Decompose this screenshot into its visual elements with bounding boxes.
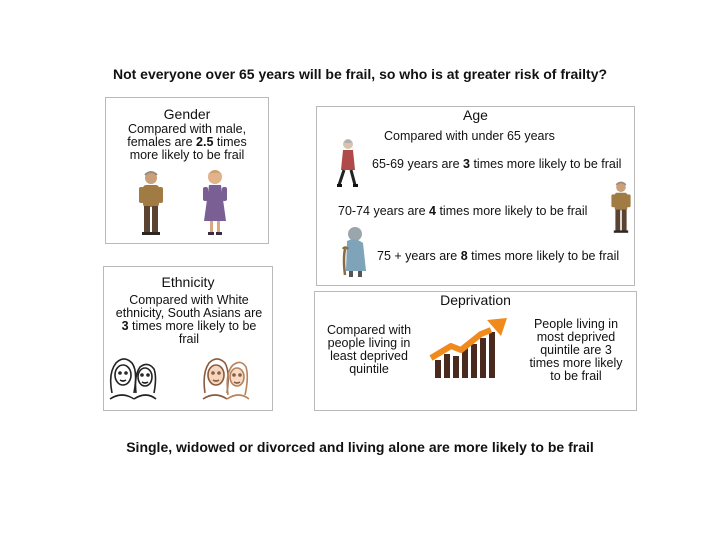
age-row-2-value: 4 [429,204,436,218]
age-row-3-prefix: 75 + years are [377,249,461,263]
age-row-1-suffix: times more likely to be frail [469,157,622,171]
age-row-70-74 [338,204,587,218]
ethnicity-line-4: frail [178,332,200,346]
elderly-woman-icon [199,168,231,238]
deprivation-heading: Deprivation [440,292,511,308]
deprivation-left-line: least deprived [330,349,408,363]
ethnicity-ratio-value: 3 [121,319,129,333]
ethnicity-line-3-suffix: times more likely to be [128,319,257,333]
ethnicity-panel [103,266,273,411]
page-title: Not everyone over 65 years will be frail, so who is at greater risk of frailty? [112,66,608,82]
age-row-75-plus [377,249,619,263]
age-intro: Compared with under 65 years [384,129,555,143]
deprivation-right-line: People living in [533,317,619,331]
age-row-1-value: 3 [463,157,470,171]
age-row-1-prefix: 65-69 years are [372,157,464,171]
age-row-3-value: 8 [460,249,468,263]
ethnicity-text [110,294,268,346]
faces-icon [106,353,156,399]
age-row-2-suffix: times more likely to be frail [435,204,588,218]
age-row-2-prefix: 70-74 years are [338,204,430,218]
woman-with-cane-icon [337,225,371,279]
gender-panel [105,97,269,244]
ethnicity-line-2: ethnicity, South Asians are [115,306,263,320]
deprivation-right-line: most deprived [536,330,616,344]
deprivation-right-line: quintile are 3 [540,343,612,357]
elderly-man-icon [609,180,633,236]
deprivation-right-line: times more likely [529,356,623,370]
ethnicity-line-1: Compared with White [129,293,249,307]
walking-woman-icon [335,137,361,189]
gender-line-3: more likely to be frail [129,148,245,162]
gender-heading: Gender [163,106,211,122]
deprivation-left-line: people living in [327,336,411,350]
age-heading: Age [463,107,488,123]
rising-bar-chart-icon [431,314,509,380]
deprivation-right-text [521,318,631,383]
age-row-3-suffix: times more likely to be frail [467,249,620,263]
gender-text [110,123,264,162]
deprivation-left-text [320,324,418,376]
age-panel [316,106,635,286]
deprivation-panel [314,291,637,411]
deprivation-right-line: to be frail [550,369,602,383]
deprivation-left-line: quintile [349,362,389,376]
gender-line-2-prefix: females are [127,135,197,149]
footer-note: Single, widowed or divorced and living alone are more likely to be frail [126,439,594,455]
ethnicity-heading: Ethnicity [161,274,215,290]
age-row-65-69 [372,157,621,171]
faces-icon [201,353,249,399]
elderly-man-icon [136,170,166,238]
gender-ratio-value: 2.5 [196,135,214,149]
gender-line-2-suffix: times [213,135,247,149]
gender-line-1: Compared with male, [127,122,247,136]
deprivation-left-line: Compared with [326,323,412,337]
